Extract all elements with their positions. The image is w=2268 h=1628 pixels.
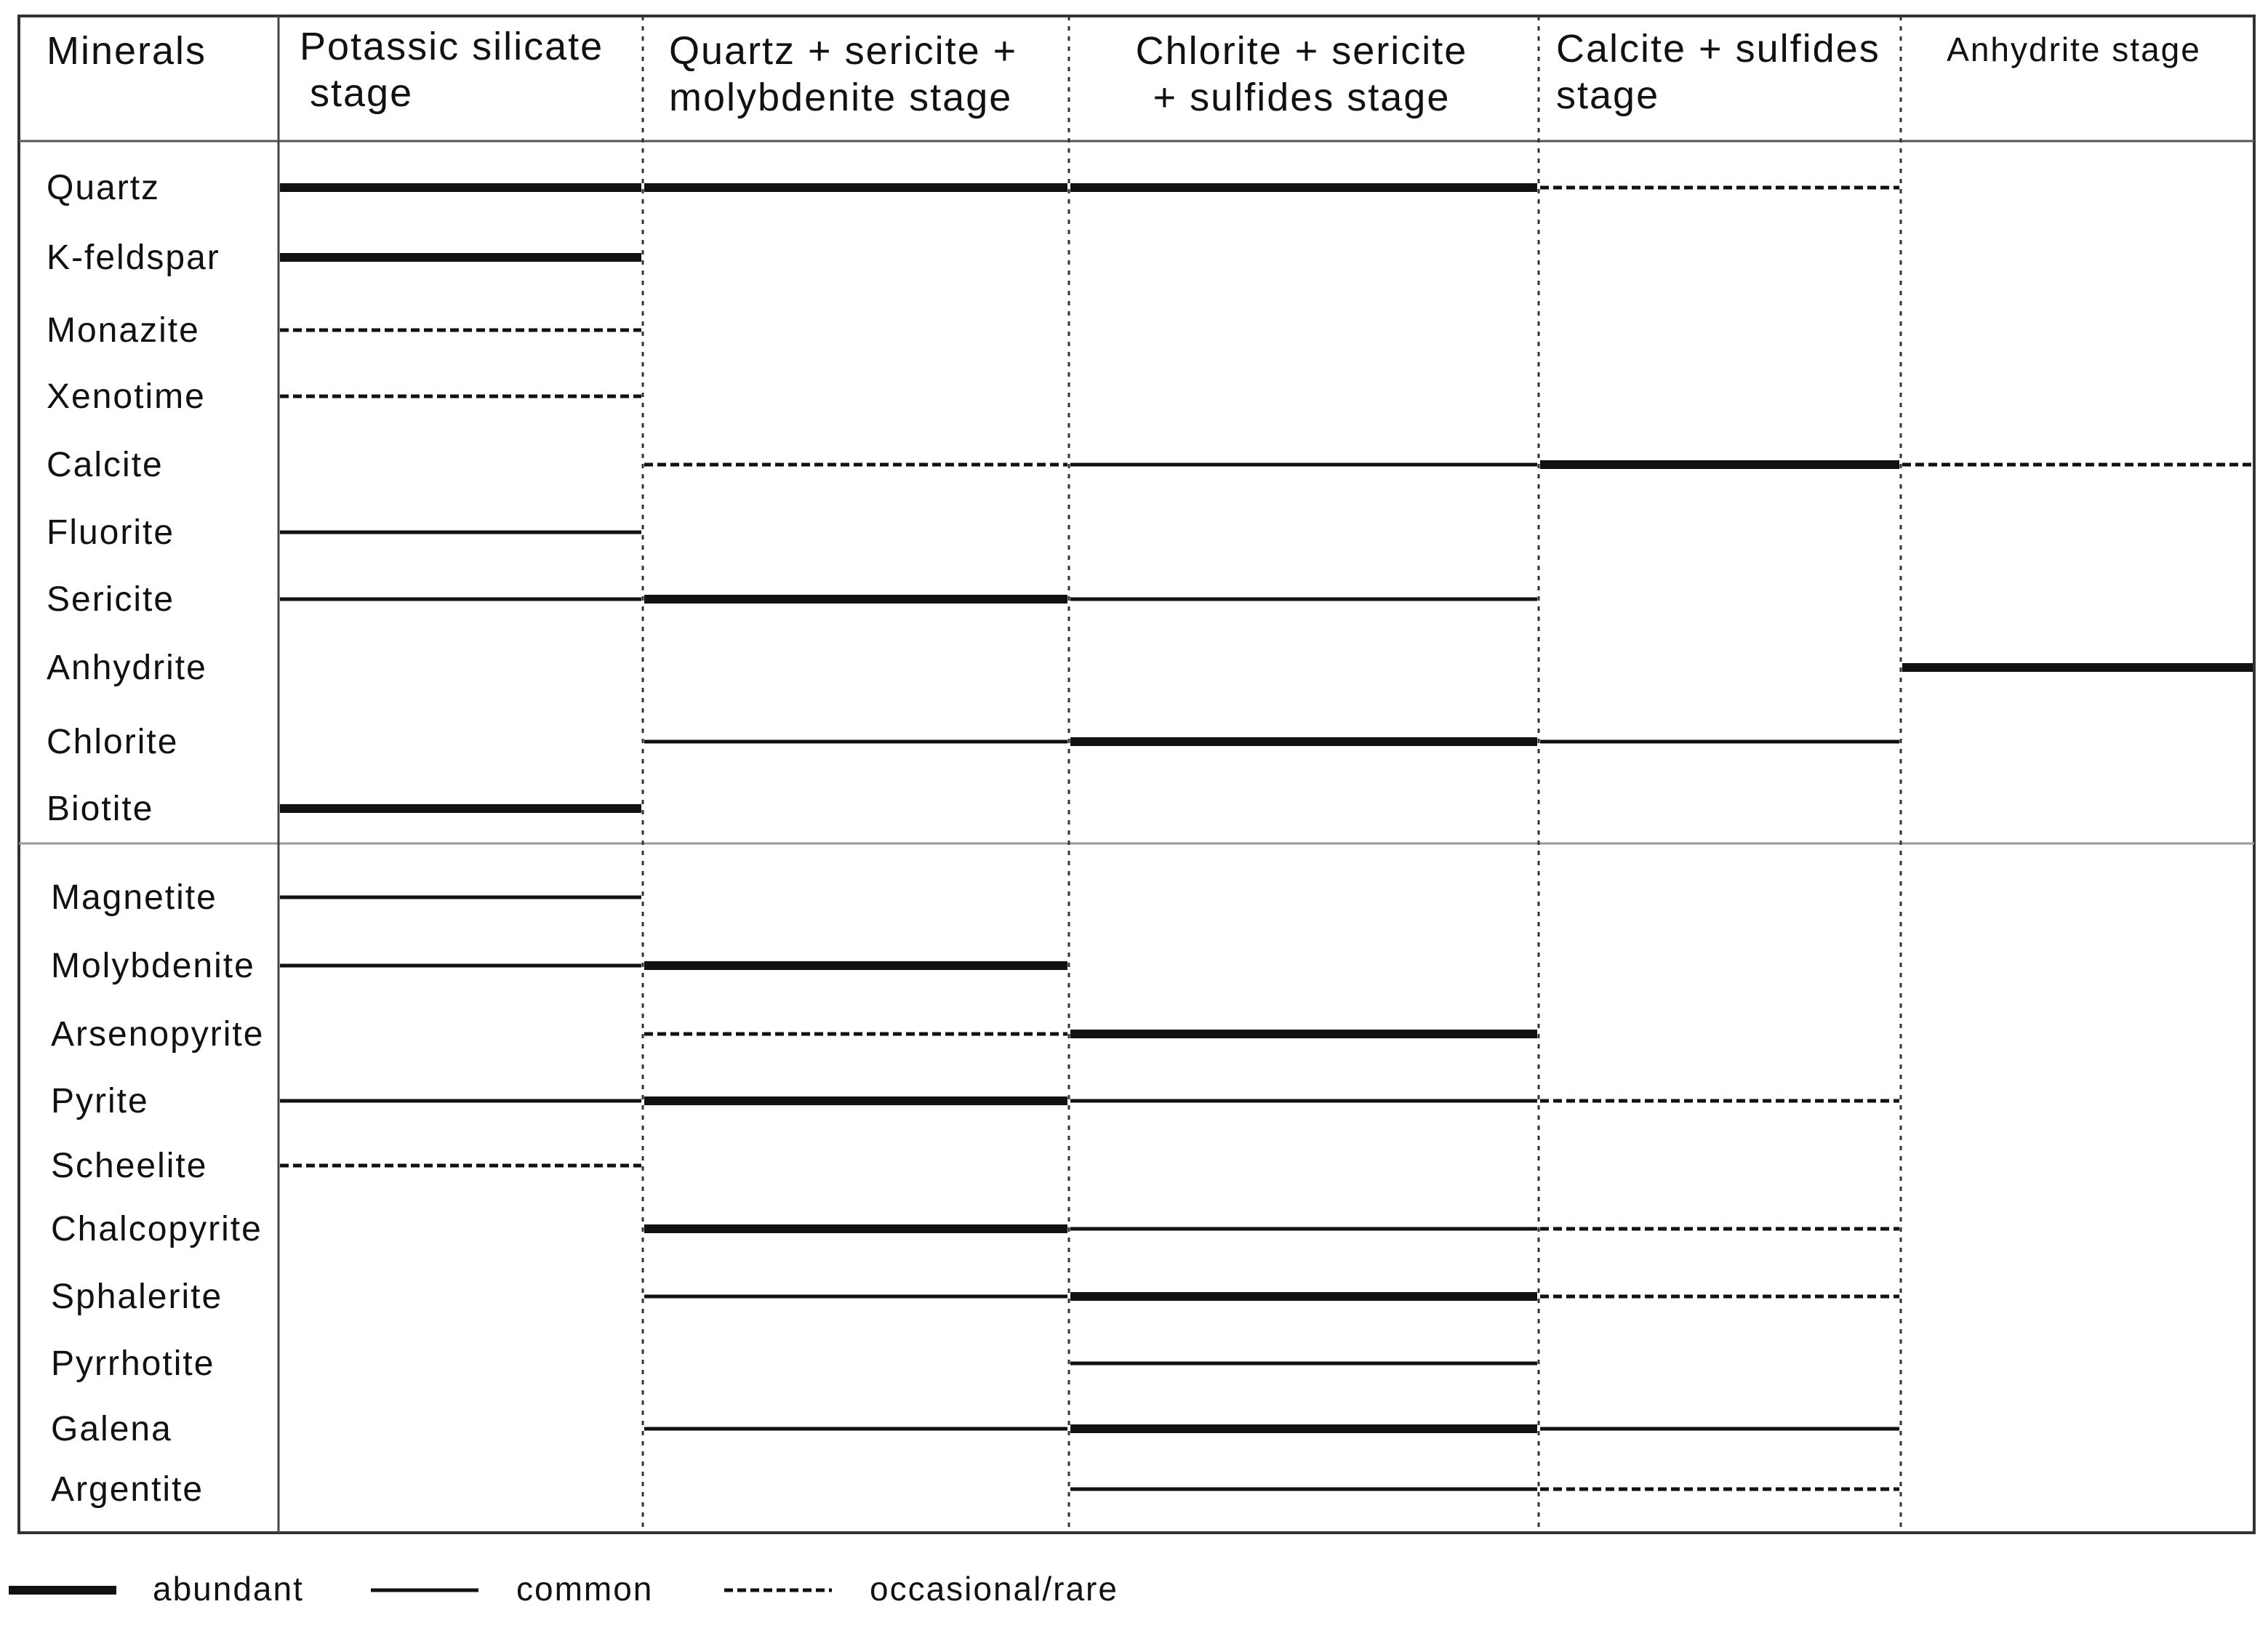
mineral-label: Quartz [47,169,161,207]
mineral-label: Pyrrhotite [51,1344,215,1383]
mineral-label: K-feldspar [47,238,220,277]
stage-header-2-line-2: molybdenite stage [669,76,1013,119]
mineral-label: Scheelite [51,1147,208,1185]
mineral-label: Calcite [47,446,164,484]
mineral-label: Galena [51,1410,172,1448]
mineral-label: Anhydrite [47,649,207,687]
stage-header-3-line-2: + sulfides stage [1153,76,1451,119]
mineral-label: Xenotime [47,377,206,416]
legend-label-abundant: abundant [153,1570,304,1608]
legend-label-common: common [516,1570,654,1608]
stage-header-1-line-1: Potassic silicate [300,25,604,68]
stage-headers [300,25,2201,119]
mineral-labels [47,169,264,1509]
table-border [19,16,2254,1533]
stage-header-4-line-2: stage [1556,73,1660,117]
mineral-label: Argentite [51,1470,204,1509]
mineral-label: Arsenopyrite [51,1015,265,1054]
mineral-label: Fluorite [47,513,175,552]
stage-dividers [643,16,1901,1533]
mineral-label: Pyrite [51,1082,149,1120]
stage-header-5-line-1: Anhydrite stage [1947,31,2201,68]
mineral-label: Chalcopyrite [51,1210,263,1248]
minerals-header: Minerals [47,29,207,73]
mineral-label: Monazite [47,311,200,350]
mineral-label: Chlorite [47,723,179,761]
stage-header-1-line-2: stage [310,71,414,115]
range-bars [280,188,2253,1489]
mineral-label: Magnetite [51,878,217,917]
mineral-label: Biotite [47,790,154,828]
mineral-label: Molybdenite [51,947,255,985]
mineral-label: Sphalerite [51,1278,223,1316]
stage-header-3-line-1: Chlorite + sericite [1135,29,1468,73]
legend [9,1570,1118,1608]
mineral-label: Sericite [47,580,175,619]
stage-header-4-line-1: Calcite + sulfides [1556,27,1880,71]
legend-label-rare: occasional/rare [870,1570,1118,1608]
stage-header-2-line-1: Quartz + sericite + [669,29,1018,73]
